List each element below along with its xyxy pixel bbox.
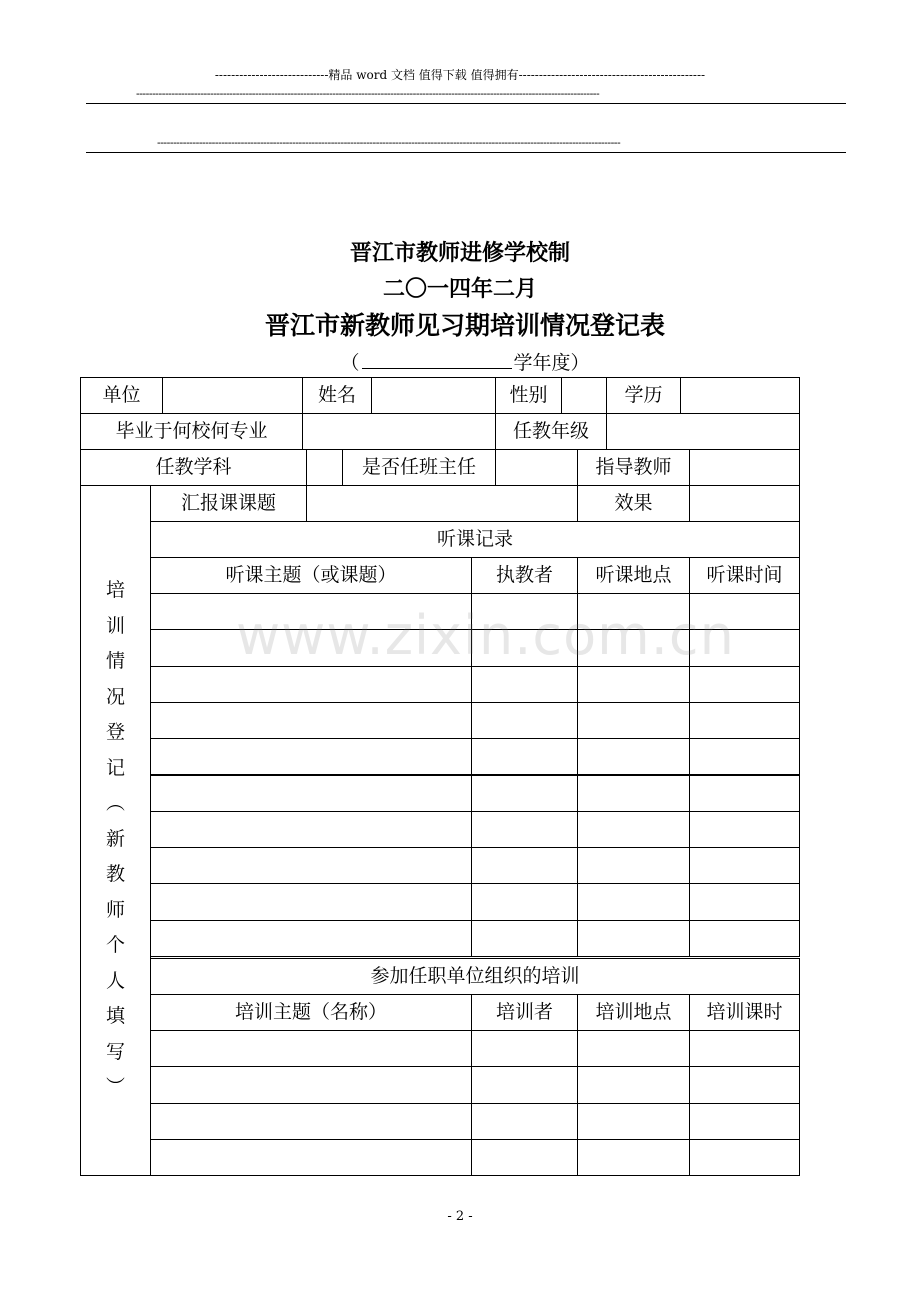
listen-row-cell[interactable] bbox=[150, 775, 472, 812]
training-row-cell[interactable] bbox=[577, 1139, 690, 1176]
label-education: 学历 bbox=[606, 377, 681, 414]
sidebar-char: 填 bbox=[105, 1005, 125, 1027]
training-row-cell[interactable] bbox=[471, 1030, 578, 1067]
field-effect[interactable] bbox=[689, 485, 800, 522]
listen-row-cell[interactable] bbox=[471, 883, 578, 920]
training-row-cell[interactable] bbox=[471, 1066, 578, 1103]
field-report-lesson-topic[interactable] bbox=[306, 485, 578, 522]
sidebar-char: 教 bbox=[105, 863, 125, 885]
listen-row-cell[interactable] bbox=[471, 629, 578, 666]
listen-row-cell[interactable] bbox=[577, 666, 690, 703]
sidebar-char: 培 bbox=[105, 579, 125, 601]
label-mentor: 指导教师 bbox=[577, 449, 690, 486]
listen-row-cell[interactable] bbox=[150, 883, 472, 920]
listen-row-cell[interactable] bbox=[150, 593, 472, 630]
training-section-title: 参加任职单位组织的培训 bbox=[150, 958, 800, 995]
listen-row-cell[interactable] bbox=[689, 811, 800, 848]
label-graduated-from: 毕业于何校何专业 bbox=[80, 413, 303, 450]
listen-row-cell[interactable] bbox=[689, 775, 800, 812]
training-row-cell[interactable] bbox=[577, 1030, 690, 1067]
header-dash-line-3: ------------------------------------------------------------------------------------------------------------------------------------------------ bbox=[157, 136, 621, 149]
year-suffix: 学年度） bbox=[513, 352, 590, 374]
listen-row-cell[interactable] bbox=[471, 811, 578, 848]
field-grade-taught[interactable] bbox=[606, 413, 800, 450]
listen-row-cell[interactable] bbox=[150, 702, 472, 739]
listen-header-location: 听课地点 bbox=[577, 557, 690, 594]
listen-row-cell[interactable] bbox=[577, 593, 690, 630]
header-rule-1 bbox=[86, 103, 846, 104]
listen-row-cell[interactable] bbox=[689, 629, 800, 666]
listen-header-teacher: 执教者 bbox=[471, 557, 578, 594]
listen-row-cell[interactable] bbox=[577, 883, 690, 920]
listen-row-cell[interactable] bbox=[577, 702, 690, 739]
listen-row-cell[interactable] bbox=[471, 847, 578, 884]
sidebar-char: 写 bbox=[105, 1040, 125, 1063]
listen-row-cell[interactable] bbox=[471, 702, 578, 739]
field-education[interactable] bbox=[680, 377, 800, 414]
school-title: 晋江市教师进修学校制 bbox=[349, 240, 570, 266]
listen-row-cell[interactable] bbox=[689, 738, 800, 775]
listen-row-cell[interactable] bbox=[471, 666, 578, 703]
sidebar-char: 师 bbox=[105, 898, 125, 921]
training-row-cell[interactable] bbox=[150, 1139, 472, 1176]
training-header-location: 培训地点 bbox=[577, 994, 690, 1031]
field-mentor[interactable] bbox=[689, 449, 800, 486]
sidebar-char: ︵ bbox=[105, 792, 125, 814]
field-gender[interactable] bbox=[561, 377, 607, 414]
training-row-cell[interactable] bbox=[689, 1139, 800, 1176]
listen-row-cell[interactable] bbox=[689, 883, 800, 920]
sidebar-char: 训 bbox=[105, 614, 125, 637]
header-top-text: ----------------------------精品 word 文档 值得下载 值得拥有---------------------------------------------- bbox=[214, 68, 706, 82]
sidebar-char: 新 bbox=[105, 827, 125, 850]
listen-row-cell[interactable] bbox=[150, 629, 472, 666]
sidebar-char: 情 bbox=[105, 650, 125, 672]
training-row-cell[interactable] bbox=[471, 1139, 578, 1176]
listen-row-cell[interactable] bbox=[471, 920, 578, 957]
listen-row-cell[interactable] bbox=[577, 847, 690, 884]
listen-record-section-title: 听课记录 bbox=[150, 521, 800, 558]
header-rule-2 bbox=[86, 152, 846, 153]
label-subject-taught: 任教学科 bbox=[80, 449, 307, 486]
listen-row-cell[interactable] bbox=[471, 593, 578, 630]
label-unit: 单位 bbox=[80, 377, 163, 414]
listen-row-cell[interactable] bbox=[577, 738, 690, 775]
registration-form-table bbox=[80, 377, 800, 1176]
training-row-cell[interactable] bbox=[689, 1103, 800, 1140]
field-graduated-from[interactable] bbox=[302, 413, 496, 450]
training-row-cell[interactable] bbox=[150, 1103, 472, 1140]
listen-row-cell[interactable] bbox=[471, 775, 578, 812]
listen-row-cell[interactable] bbox=[577, 775, 690, 812]
listen-row-cell[interactable] bbox=[689, 920, 800, 957]
sidebar-char: 况 bbox=[105, 685, 125, 708]
listen-row-cell[interactable] bbox=[150, 666, 472, 703]
year-open-paren: （ bbox=[340, 352, 360, 374]
listen-row-cell[interactable] bbox=[577, 629, 690, 666]
listen-row-cell[interactable] bbox=[150, 811, 472, 848]
listen-row-cell[interactable] bbox=[689, 702, 800, 739]
listen-row-cell[interactable] bbox=[577, 811, 690, 848]
training-row-cell[interactable] bbox=[689, 1030, 800, 1067]
training-header-trainer: 培训者 bbox=[471, 994, 578, 1031]
training-row-cell[interactable] bbox=[577, 1103, 690, 1140]
listen-header-topic: 听课主题（或课题） bbox=[150, 557, 472, 594]
listen-row-cell[interactable] bbox=[150, 920, 472, 957]
training-row-cell[interactable] bbox=[577, 1066, 690, 1103]
academic-year-blank[interactable] bbox=[362, 350, 512, 369]
training-row-cell[interactable] bbox=[689, 1066, 800, 1103]
form-main-title: 晋江市新教师见习期培训情况登记表 bbox=[264, 311, 665, 340]
listen-header-time: 听课时间 bbox=[689, 557, 800, 594]
sidebar-char: 人 bbox=[105, 969, 125, 992]
field-name[interactable] bbox=[371, 377, 496, 414]
watermark: www.zixin.com.cn bbox=[236, 604, 735, 667]
training-header-hours: 培训课时 bbox=[689, 994, 800, 1031]
header-dash-line-2: ------------------------------------------------------------------------------------------------------------------------------------------------ bbox=[136, 87, 600, 100]
page-number: - 2 - bbox=[447, 1209, 473, 1224]
listen-row-cell[interactable] bbox=[689, 666, 800, 703]
training-header-topic: 培训主题（名称） bbox=[150, 994, 472, 1031]
academic-year-line bbox=[0, 348, 920, 375]
listen-row-cell[interactable] bbox=[689, 593, 800, 630]
training-row-cell[interactable] bbox=[150, 1066, 472, 1103]
label-name: 姓名 bbox=[302, 377, 372, 414]
sidebar-char: 登 bbox=[105, 721, 125, 743]
field-unit[interactable] bbox=[162, 377, 303, 414]
label-is-head-teacher: 是否任班主任 bbox=[342, 449, 496, 486]
listen-row-cell[interactable] bbox=[689, 847, 800, 884]
sidebar-char: 记 bbox=[105, 756, 125, 779]
sidebar-char: ︶ bbox=[105, 1076, 125, 1098]
listen-row-cell[interactable] bbox=[150, 847, 472, 884]
field-is-head-teacher[interactable] bbox=[495, 449, 578, 486]
label-report-lesson-topic: 汇报课课题 bbox=[150, 485, 307, 522]
label-gender: 性别 bbox=[495, 377, 562, 414]
training-record-vertical-label bbox=[80, 485, 151, 1176]
sidebar-char: 个 bbox=[105, 934, 125, 956]
field-subject-taught[interactable] bbox=[306, 449, 343, 486]
listen-row-cell[interactable] bbox=[471, 738, 578, 775]
listen-row-cell[interactable] bbox=[150, 738, 472, 775]
listen-row-cell[interactable] bbox=[577, 920, 690, 957]
label-effect: 效果 bbox=[577, 485, 690, 522]
training-row-cell[interactable] bbox=[471, 1103, 578, 1140]
date-title: 二〇一四年二月 bbox=[382, 276, 537, 302]
label-grade-taught: 任教年级 bbox=[495, 413, 607, 450]
training-row-cell[interactable] bbox=[150, 1030, 472, 1067]
